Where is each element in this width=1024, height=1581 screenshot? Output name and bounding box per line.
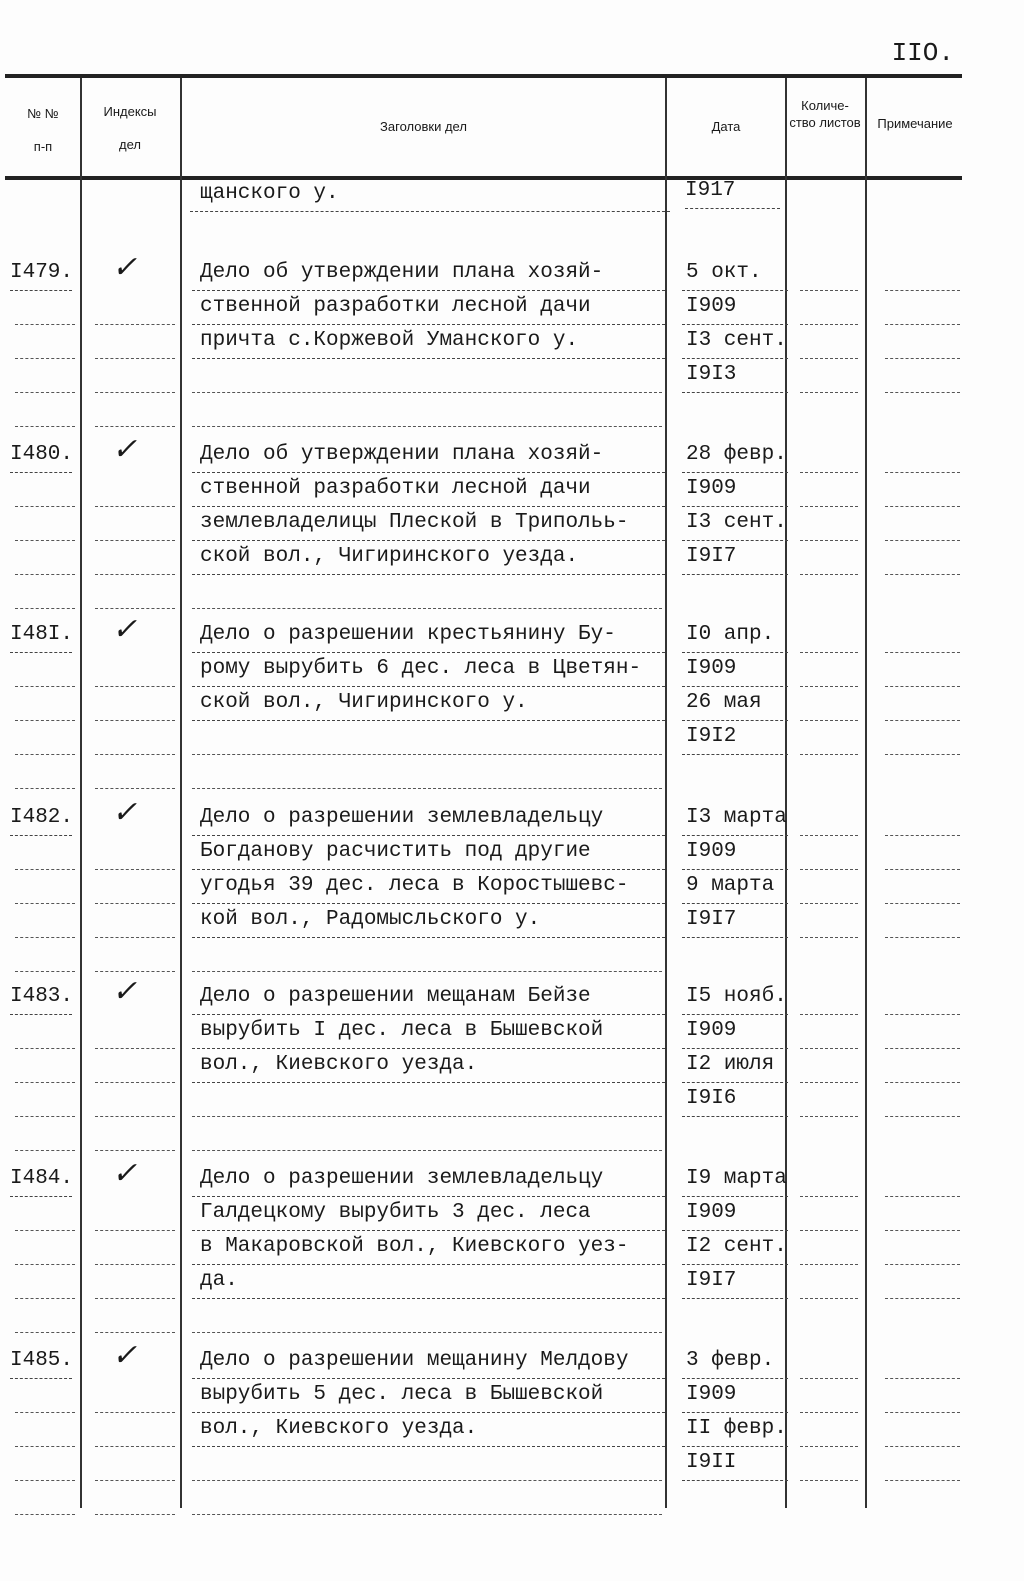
entry-title-line: вырубить I дес. леса в Бышевской: [192, 1014, 665, 1049]
count-blank-line: [800, 1230, 858, 1265]
entry-date: I0 апр.: [682, 618, 788, 653]
blank-line: [192, 720, 662, 755]
entry-date: I909: [682, 652, 788, 687]
entry-title-line: Дело о разрешении мещанам Бейзе: [192, 980, 665, 1015]
number-blank-line: [15, 1264, 75, 1299]
number-blank-line: [15, 324, 75, 359]
number-blank-line: [15, 1480, 75, 1515]
number-blank-line: [15, 1048, 75, 1083]
count-blank-line: [800, 1048, 858, 1083]
notes-blank-line: [885, 1196, 960, 1231]
number-blank-line: [15, 574, 75, 609]
entry-title-line: причта с.Коржевой Уманского у.: [192, 324, 665, 359]
entry-number: I479.: [10, 256, 72, 291]
count-blank-line: [800, 686, 858, 721]
index-blank-line: [95, 358, 175, 393]
notes-blank-line: [885, 358, 960, 393]
entry-number: I485.: [10, 1344, 72, 1379]
blank-line: [192, 937, 662, 972]
number-blank-line: [15, 1230, 75, 1265]
entry-title-line: ственной разработки лесной дачи: [192, 472, 665, 507]
blank-line: [192, 1298, 662, 1333]
index-blank-line: [95, 1048, 175, 1083]
entry-title-line: рому вырубить 6 дес. леса в Цветян-: [192, 652, 665, 687]
notes-blank-line: [885, 618, 960, 653]
index-blank-line: [95, 937, 175, 972]
index-blank-line: [95, 1082, 175, 1117]
count-blank-line: [800, 980, 858, 1015]
entry-number: I480.: [10, 438, 72, 473]
notes-blank-line: [885, 903, 960, 938]
entry-date: I909: [682, 472, 788, 507]
count-blank-line: [800, 869, 858, 904]
entry-date: I9I7: [682, 903, 788, 938]
blank-line: [192, 754, 662, 789]
entry-date: 5 окт.: [682, 256, 788, 291]
number-blank-line: [15, 1412, 75, 1447]
number-blank-line: [15, 652, 75, 687]
entry-date: I909: [682, 1196, 788, 1231]
entry-number: I48I.: [10, 618, 72, 653]
number-blank-line: [15, 754, 75, 789]
notes-blank-line: [885, 1412, 960, 1447]
index-blank-line: [95, 652, 175, 687]
entry-title-line: ской вол., Чигиринского у.: [192, 686, 665, 721]
notes-blank-line: [885, 438, 960, 473]
notes-blank-line: [885, 720, 960, 755]
header-index: [82, 103, 178, 153]
header-number-label: № №: [27, 106, 59, 121]
entry-date: 28 февр.: [682, 438, 788, 473]
number-blank-line: [15, 1378, 75, 1413]
index-blank-line: [95, 506, 175, 541]
notes-blank-line: [885, 1446, 960, 1481]
blank-line: [192, 574, 662, 609]
continuation-date: I917: [685, 174, 780, 209]
count-blank-line: [800, 290, 858, 325]
number-blank-line: [15, 903, 75, 938]
entry-title-line: да.: [192, 1264, 665, 1299]
entry-date: I909: [682, 835, 788, 870]
count-blank-line: [800, 324, 858, 359]
entry-date: I9I2: [682, 720, 788, 755]
column-divider: [665, 78, 667, 1508]
notes-blank-line: [885, 472, 960, 507]
checkmark-icon: ✓: [112, 1338, 138, 1373]
blank-line: [192, 1480, 662, 1515]
number-blank-line: [15, 1116, 75, 1151]
header-index-label: Индексы: [103, 104, 157, 119]
count-blank-line: [800, 1446, 858, 1481]
entry-title-line: в Макаровской вол., Киевского уез-: [192, 1230, 665, 1265]
index-blank-line: [95, 1412, 175, 1447]
entry-title-line: Дело об утверждении плана хозяй-: [192, 256, 665, 291]
checkmark-icon: ✓: [112, 1156, 138, 1191]
table-top-rule: [5, 74, 962, 78]
number-blank-line: [15, 1298, 75, 1333]
number-blank-line: [15, 720, 75, 755]
number-blank-line: [15, 1446, 75, 1481]
entry-title-line: Дело о разрешении мещанину Мелдову: [192, 1344, 665, 1379]
count-blank-line: [800, 801, 858, 836]
entry-title-line: Дело о разрешении землевладельцу: [192, 801, 665, 836]
index-blank-line: [95, 1480, 175, 1515]
index-blank-line: [95, 392, 175, 427]
entry-date: I3 сент.: [682, 324, 788, 359]
entry-date: 26 мая: [682, 686, 788, 721]
entry-date: I5 нояб.: [682, 980, 788, 1015]
entry-date: 3 февр.: [682, 1344, 788, 1379]
index-blank-line: [95, 903, 175, 938]
count-blank-line: [800, 438, 858, 473]
index-blank-line: [95, 290, 175, 325]
entry-date: I9I3: [682, 358, 788, 393]
number-blank-line: [15, 540, 75, 575]
index-blank-line: [95, 1298, 175, 1333]
entry-date: I9I7: [682, 540, 788, 575]
checkmark-icon: ✓: [112, 432, 138, 467]
entry-title-line: землевладелицы Плеской в Трипольь-: [192, 506, 665, 541]
notes-blank-line: [885, 835, 960, 870]
blank-line: [192, 1082, 662, 1117]
notes-blank-line: [885, 324, 960, 359]
blank-line: [192, 1116, 662, 1151]
blank-line: [192, 358, 662, 393]
notes-blank-line: [885, 980, 960, 1015]
notes-blank-line: [885, 686, 960, 721]
notes-blank-line: [885, 1264, 960, 1299]
count-blank-line: [800, 618, 858, 653]
index-blank-line: [95, 1230, 175, 1265]
count-blank-line: [800, 652, 858, 687]
header-title: Заголовки дел: [380, 119, 467, 134]
entry-number: I483.: [10, 980, 72, 1015]
entry-title-line: вырубить 5 дес. леса в Бышевской: [192, 1378, 665, 1413]
number-blank-line: [15, 937, 75, 972]
number-blank-line: [15, 290, 75, 325]
entry-date: I909: [682, 1014, 788, 1049]
entry-date: I3 марта: [682, 801, 788, 836]
number-blank-line: [15, 686, 75, 721]
index-blank-line: [95, 540, 175, 575]
notes-blank-line: [885, 256, 960, 291]
index-blank-line: [95, 1116, 175, 1151]
entry-date: I909: [682, 290, 788, 325]
header-number-sub: п-п: [33, 139, 53, 154]
header-number: [8, 105, 78, 155]
index-blank-line: [95, 472, 175, 507]
checkmark-icon: ✓: [112, 612, 138, 647]
number-blank-line: [15, 869, 75, 904]
number-blank-line: [15, 1196, 75, 1231]
notes-blank-line: [885, 1162, 960, 1197]
entry-title-line: кой вол., Радомысльского у.: [192, 903, 665, 938]
entry-date: I2 сент.: [682, 1230, 788, 1265]
count-blank-line: [800, 256, 858, 291]
entry-title-line: Богданову расчистить под другие: [192, 835, 665, 870]
index-blank-line: [95, 1378, 175, 1413]
notes-blank-line: [885, 290, 960, 325]
index-blank-line: [95, 1014, 175, 1049]
index-blank-line: [95, 574, 175, 609]
count-blank-line: [800, 472, 858, 507]
checkmark-icon: ✓: [112, 250, 138, 285]
entry-title-line: Дело об утверждении плана хозяй-: [192, 438, 665, 473]
count-blank-line: [800, 835, 858, 870]
entry-date: 9 марта: [682, 869, 788, 904]
count-blank-line: [800, 720, 858, 755]
index-blank-line: [95, 720, 175, 755]
notes-blank-line: [885, 1344, 960, 1379]
index-blank-line: [95, 835, 175, 870]
entry-date: I3 сент.: [682, 506, 788, 541]
notes-blank-line: [885, 1082, 960, 1117]
header-count: Количе-ство листов: [789, 98, 861, 130]
blank-line: [192, 1446, 662, 1481]
entry-date: I909: [682, 1378, 788, 1413]
index-blank-line: [95, 754, 175, 789]
index-blank-line: [95, 1264, 175, 1299]
count-blank-line: [800, 506, 858, 541]
blank-line: [192, 392, 662, 427]
column-divider: [180, 78, 182, 1508]
number-blank-line: [15, 506, 75, 541]
count-blank-line: [800, 1196, 858, 1231]
entry-date: I2 июля: [682, 1048, 788, 1083]
number-blank-line: [15, 392, 75, 427]
entry-number: I482.: [10, 801, 72, 836]
index-blank-line: [95, 1196, 175, 1231]
index-blank-line: [95, 324, 175, 359]
notes-blank-line: [885, 869, 960, 904]
number-blank-line: [15, 472, 75, 507]
entry-date: I9II: [682, 1446, 788, 1481]
column-divider: [865, 78, 867, 1508]
entry-date: I9I6: [682, 1082, 788, 1117]
entry-date: I9I7: [682, 1264, 788, 1299]
count-blank-line: [800, 1412, 858, 1447]
count-blank-line: [800, 358, 858, 393]
number-blank-line: [15, 1014, 75, 1049]
number-blank-line: [15, 358, 75, 393]
count-blank-line: [800, 1344, 858, 1379]
entry-number: I484.: [10, 1162, 72, 1197]
notes-blank-line: [885, 1014, 960, 1049]
index-blank-line: [95, 869, 175, 904]
entry-title-line: Дело о разрешении землевладельцу: [192, 1162, 665, 1197]
notes-blank-line: [885, 1048, 960, 1083]
count-blank-line: [800, 1082, 858, 1117]
number-blank-line: [15, 835, 75, 870]
count-blank-line: [800, 1162, 858, 1197]
entry-title-line: угодья 39 дес. леса в Коростышевс-: [192, 869, 665, 904]
continuation-title: щанского у.: [190, 177, 670, 212]
notes-blank-line: [885, 506, 960, 541]
entry-title-line: Дело о разрешении крестьянину Бу-: [192, 618, 665, 653]
index-blank-line: [95, 1446, 175, 1481]
checkmark-icon: ✓: [112, 974, 138, 1009]
entry-title-line: ской вол., Чигиринского уезда.: [192, 540, 665, 575]
count-blank-line: [800, 540, 858, 575]
count-blank-line: [800, 903, 858, 938]
entry-title-line: ственной разработки лесной дачи: [192, 290, 665, 325]
header-notes: Примечание: [877, 116, 953, 131]
notes-blank-line: [885, 1378, 960, 1413]
checkmark-icon: ✓: [112, 795, 138, 830]
page-number: IIO.: [891, 38, 954, 68]
column-divider: [80, 78, 82, 1508]
entry-title-line: Галдецкому вырубить 3 дес. леса: [192, 1196, 665, 1231]
entry-date: II февр.: [682, 1412, 788, 1447]
index-blank-line: [95, 686, 175, 721]
count-blank-line: [800, 1264, 858, 1299]
notes-blank-line: [885, 1230, 960, 1265]
header-date: Дата: [711, 119, 741, 134]
entry-title-line: вол., Киевского уезда.: [192, 1412, 665, 1447]
notes-blank-line: [885, 652, 960, 687]
entry-date: I9 марта: [682, 1162, 788, 1197]
count-blank-line: [800, 1014, 858, 1049]
notes-blank-line: [885, 540, 960, 575]
entry-title-line: вол., Киевского уезда.: [192, 1048, 665, 1083]
count-blank-line: [800, 1378, 858, 1413]
header-index-sub: дел: [119, 137, 141, 152]
number-blank-line: [15, 1082, 75, 1117]
notes-blank-line: [885, 801, 960, 836]
